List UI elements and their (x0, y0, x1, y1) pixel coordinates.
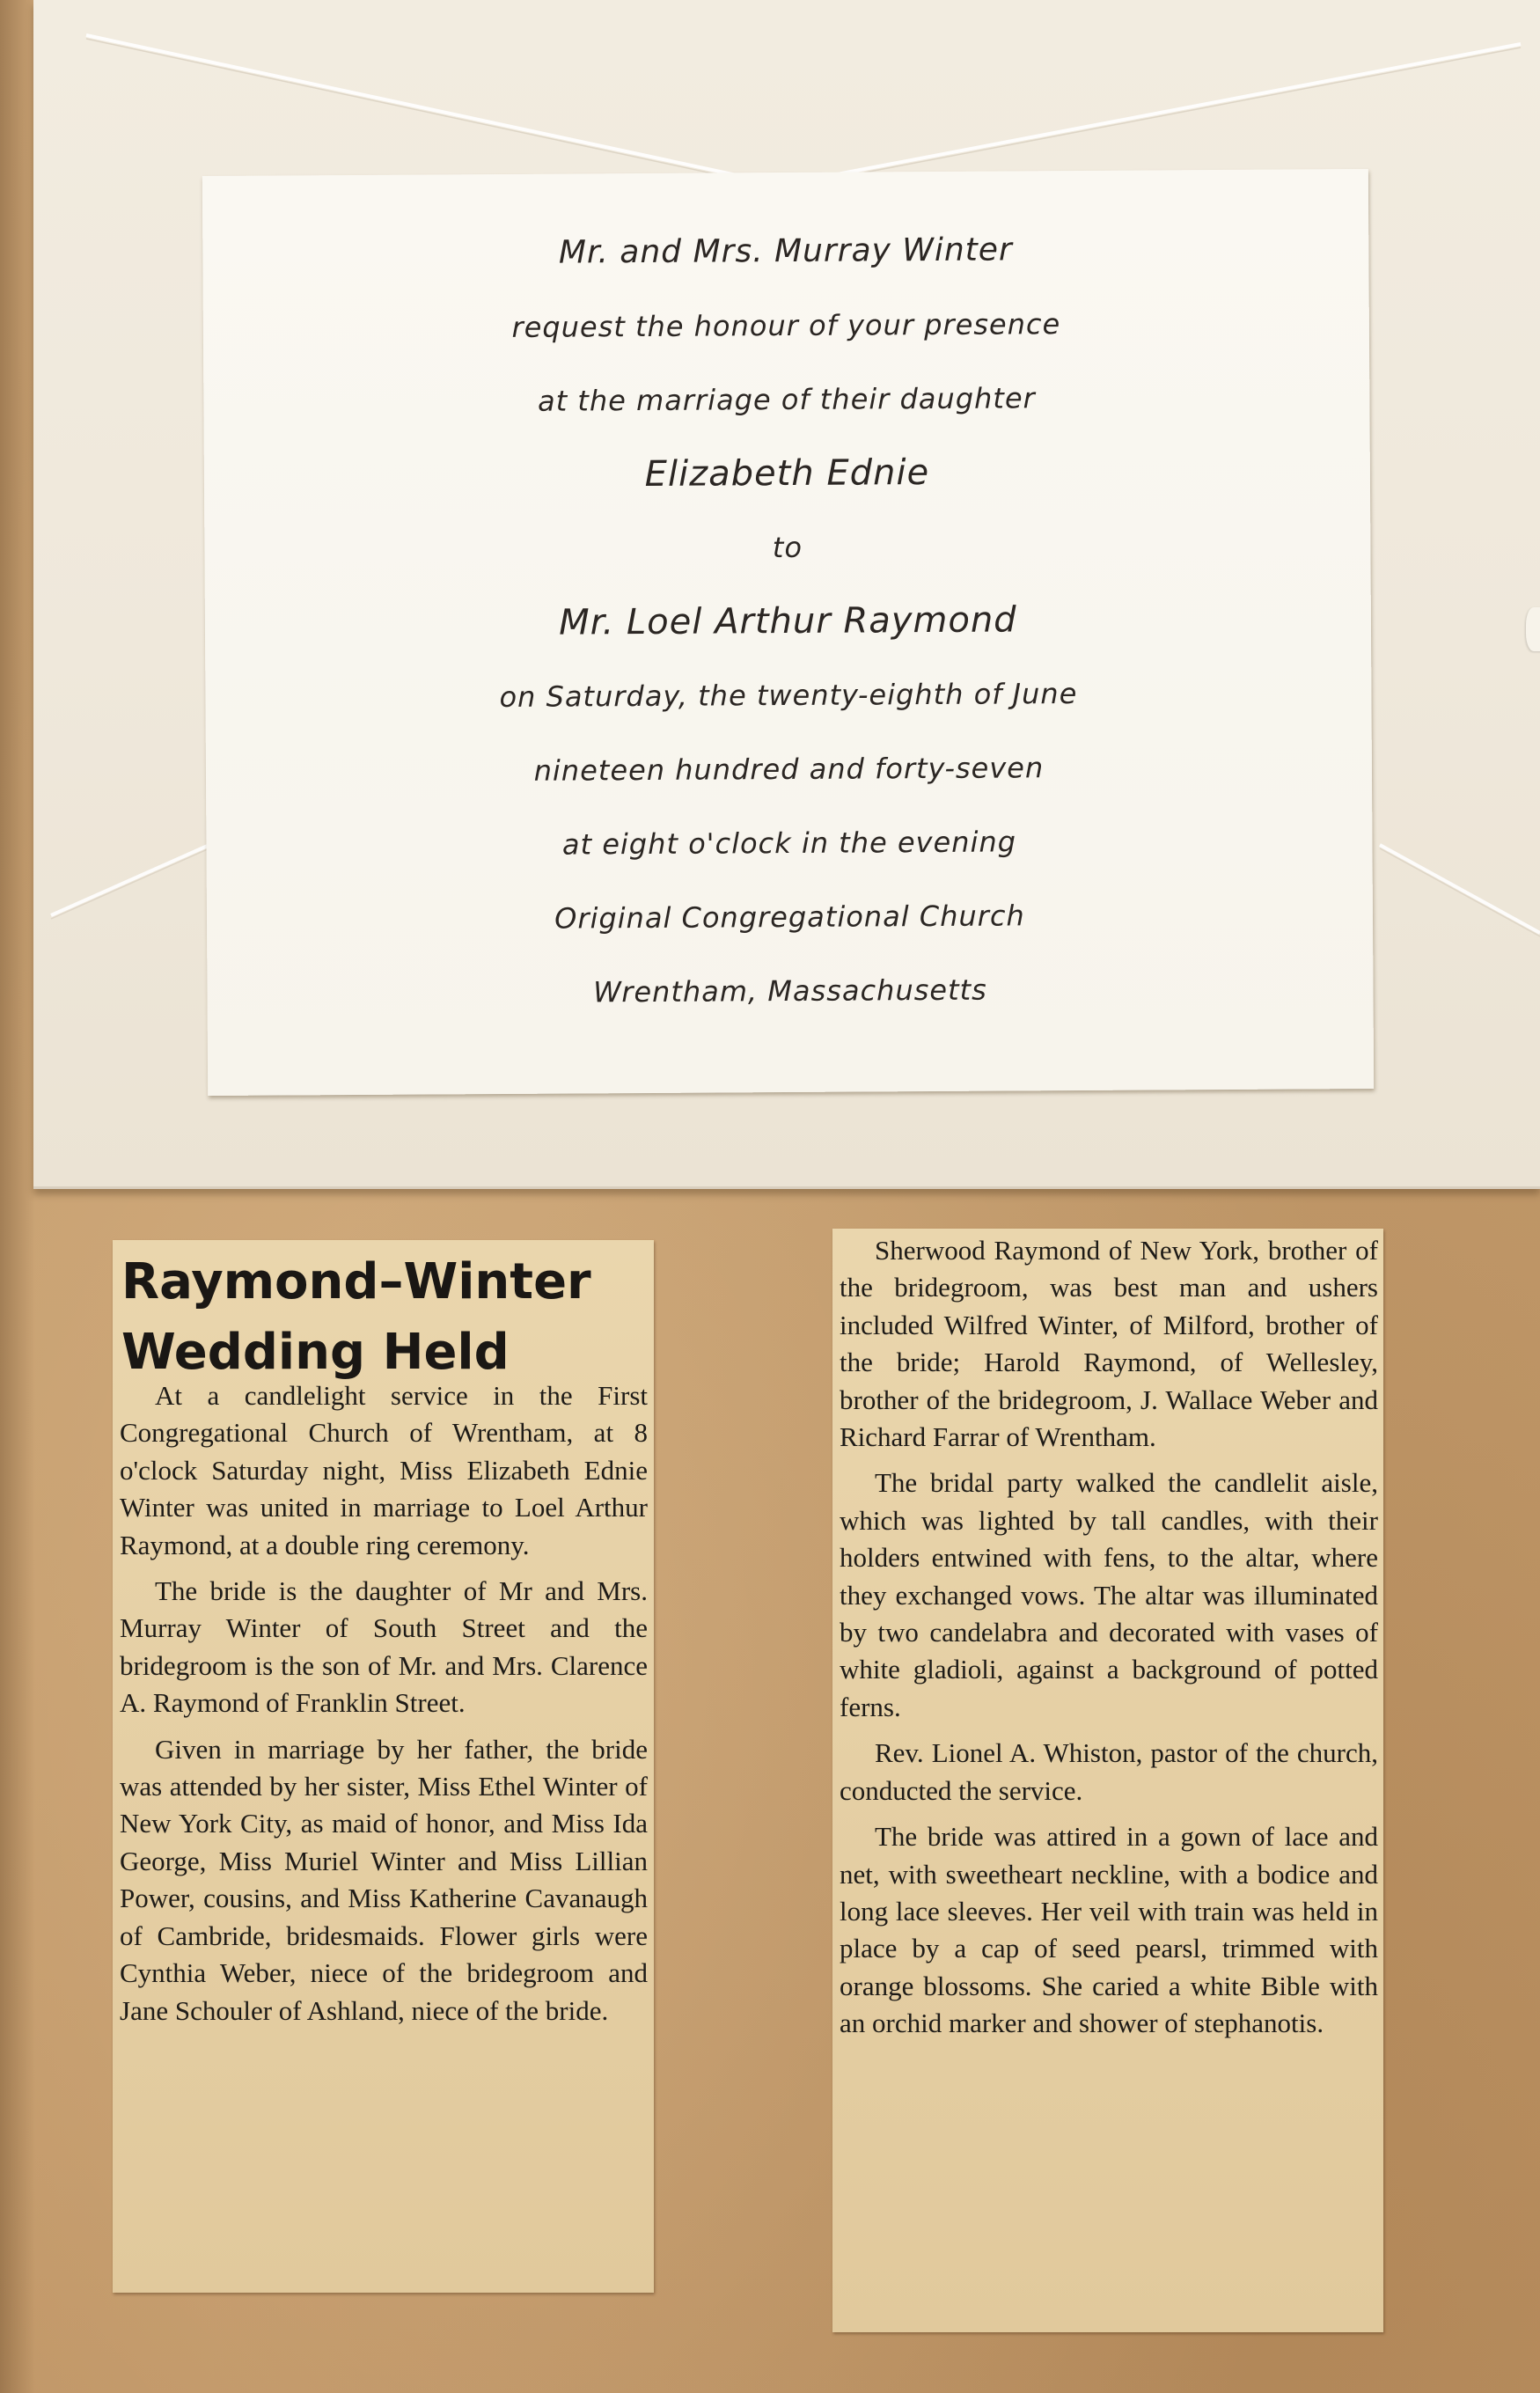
article-paragraph: Sherwood Raymond of New York, brother of the bridegroom, was best man and ushers included Wilfred Winter, of Milford, brother of the bride; Harold Raymond, of Wellesley, brother of the bridegroom, J. Wallace Weber and Richard Farrar of Wrentham. (840, 1235, 1378, 1453)
article-paragraph: Given in marriage by her father, the bride was attended by her sister, Miss Ethel Winter of New York City, as maid of honor, and Miss Ida George, Miss Muriel Winter and Miss Lillian Power, cousins, and Miss Katherine Cavanaugh of Cambride, bridesmaids. Flower girls were Cynthia Weber, niece of the bridegroom and Jane Schouler of Ashland, niece of the bride. (120, 1733, 648, 2026)
article-paragraph: Rev. Lionel A. Whiston, pastor of the church, conducted the service. (840, 1737, 1378, 1806)
invitation-line-year: nineteen hundred and forty-seven (533, 751, 1045, 788)
invitation-line-bride: Elizabeth Ednie (644, 452, 930, 495)
newspaper-clipping-left (113, 1240, 654, 2293)
article-body-right (840, 1232, 1378, 2052)
article-paragraph: The bride was attired in a gown of lace and net, with sweetheart neckline, with a bodice and long lace sleeves. Her veil with train was held in place by a cap of seed pearsl, trimmed with orange blossoms. She caried a white Bible with an orchid marker and shower of stephanotis. (840, 1821, 1378, 2039)
invitation-text (202, 211, 1374, 1031)
invitation-line-hosts: Mr. and Mrs. Murray Winter (558, 231, 1013, 271)
envelope-tab (1526, 607, 1540, 651)
headline-line-1: Raymond–Winter (121, 1253, 591, 1310)
invitation-line-to: to (772, 530, 803, 565)
page-edge-shadow (0, 0, 35, 2393)
invitation-line-time: at eight o'clock in the evening (561, 825, 1017, 862)
article-paragraph: At a candlelight service in the First Congregational Church of Wrentham, at 8 o'clock Saturday night, Miss Elizabeth Ednie Winter was united in marriage to Loel Arthur Raymond, at a double ring ceremony. (120, 1380, 648, 1560)
article-body-left (120, 1377, 648, 2038)
invitation-line-groom: Mr. Loel Arthur Raymond (559, 599, 1017, 643)
newspaper-clipping-right (832, 1229, 1383, 2332)
wedding-invitation-card (202, 169, 1374, 1096)
invitation-line-location: Wrentham, Massachusetts (593, 973, 987, 1009)
headline-line-2: Wedding Held (121, 1324, 510, 1381)
invitation-line-church: Original Congregational Church (554, 899, 1025, 936)
article-paragraph: The bridal party walked the candlelit aisle, which was lighted by tall candles, with their holders entwined with fens, to the altar, where they exchanged vows. The altar was illuminated by two candelabra and decorated with vases of white gladioli, against a background of potted ferns. (840, 1467, 1378, 1722)
article-paragraph: The bride is the daughter of Mr and Mrs. Murray Winter of South Street and the bridegroom is the son of Mr. and Mrs. Clarence A. Raymond of Franklin Street. (120, 1575, 648, 1719)
invitation-line-date: on Saturday, the twenty-eighth of June (499, 676, 1078, 715)
invitation-line-marriage: at the marriage of their daughter (537, 381, 1036, 418)
invitation-line-request: request the honour of your presence (511, 307, 1061, 344)
clipping-headline (121, 1247, 649, 1388)
